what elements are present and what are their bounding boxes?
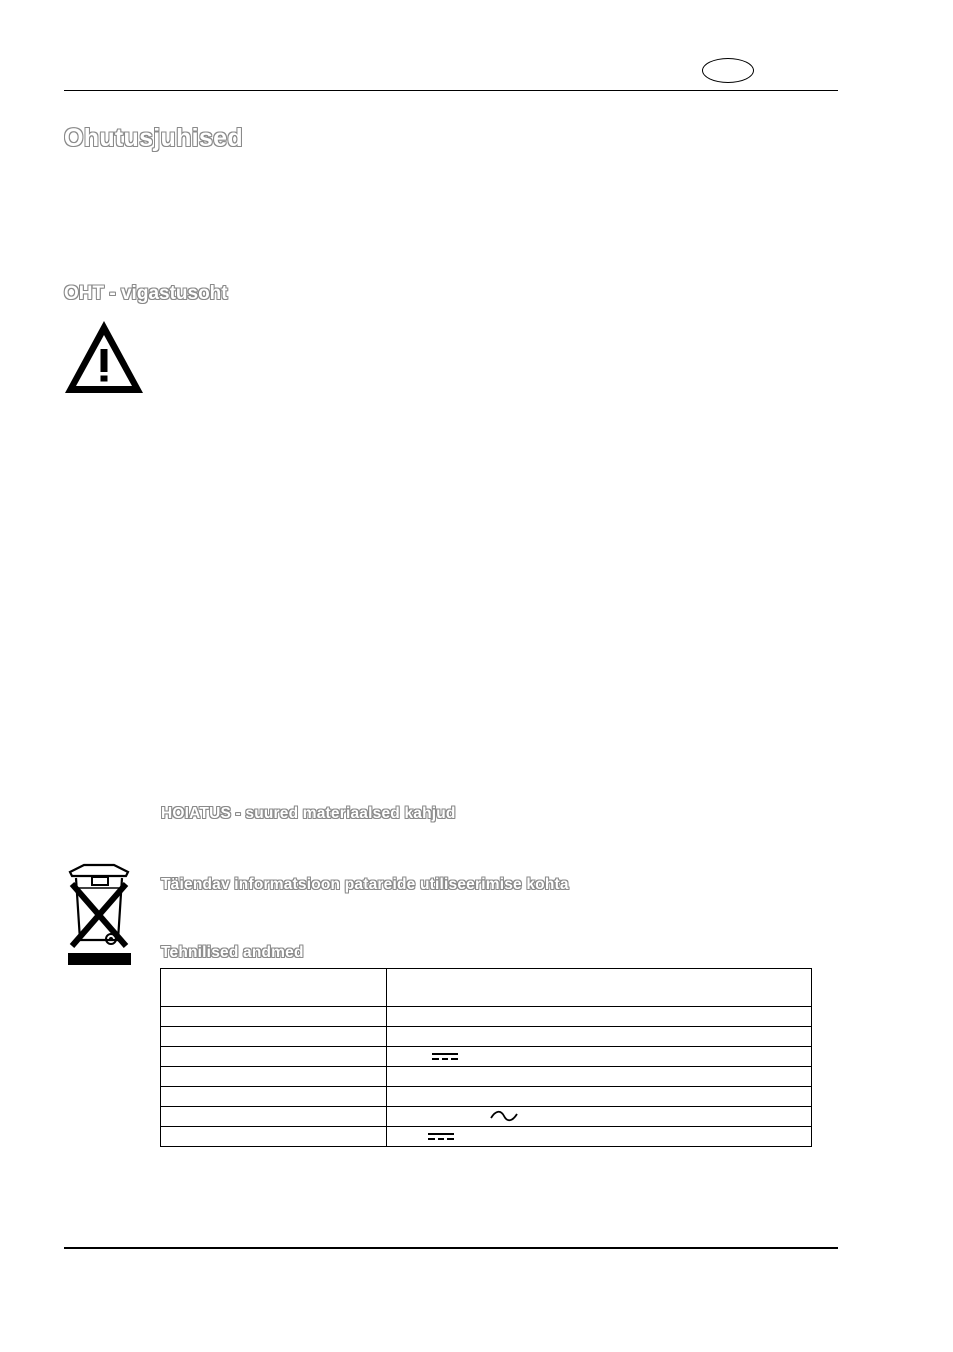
specs-table [160,968,812,1147]
table-row [161,969,812,1007]
table-row [161,1027,812,1047]
direct-current-symbol-icon [432,1052,458,1061]
spec-value [387,1007,812,1027]
spec-label [161,1027,387,1047]
spec-value [387,1127,812,1147]
crossed-out-wheelie-bin-icon [66,862,132,966]
table-row [161,1047,812,1067]
spec-label [161,1067,387,1087]
spec-value [387,1087,812,1107]
spec-label [161,1007,387,1027]
disposal-heading: Täiendav informatsioon patareide utiliseerimise kohta [161,876,569,893]
spec-value [387,1067,812,1087]
spec-value [387,969,812,1007]
spec-label [161,1127,387,1147]
spec-label [161,969,387,1007]
table-row [161,1067,812,1087]
table-row [161,1127,812,1147]
page-title: Ohutusjuhised [64,124,243,152]
specs-heading: Tehnilised andmed [161,944,304,961]
spec-label [161,1047,387,1067]
spec-value [387,1107,812,1127]
language-badge [702,58,754,83]
direct-current-symbol-icon [428,1132,454,1141]
alternating-current-symbol-icon [489,1109,519,1123]
warning-heading: HOIATUS - suured materiaalsed kahjud [161,805,456,822]
spec-value [387,1027,812,1047]
danger-heading: OHT - vigastusoht [64,283,228,304]
spec-label [161,1087,387,1107]
header-rule [64,90,838,91]
spec-value [387,1047,812,1067]
table-row [161,1107,812,1127]
table-row [161,1007,812,1027]
spec-label [161,1107,387,1127]
footer-rule [64,1247,838,1249]
table-row [161,1087,812,1107]
warning-triangle-icon [63,318,145,396]
